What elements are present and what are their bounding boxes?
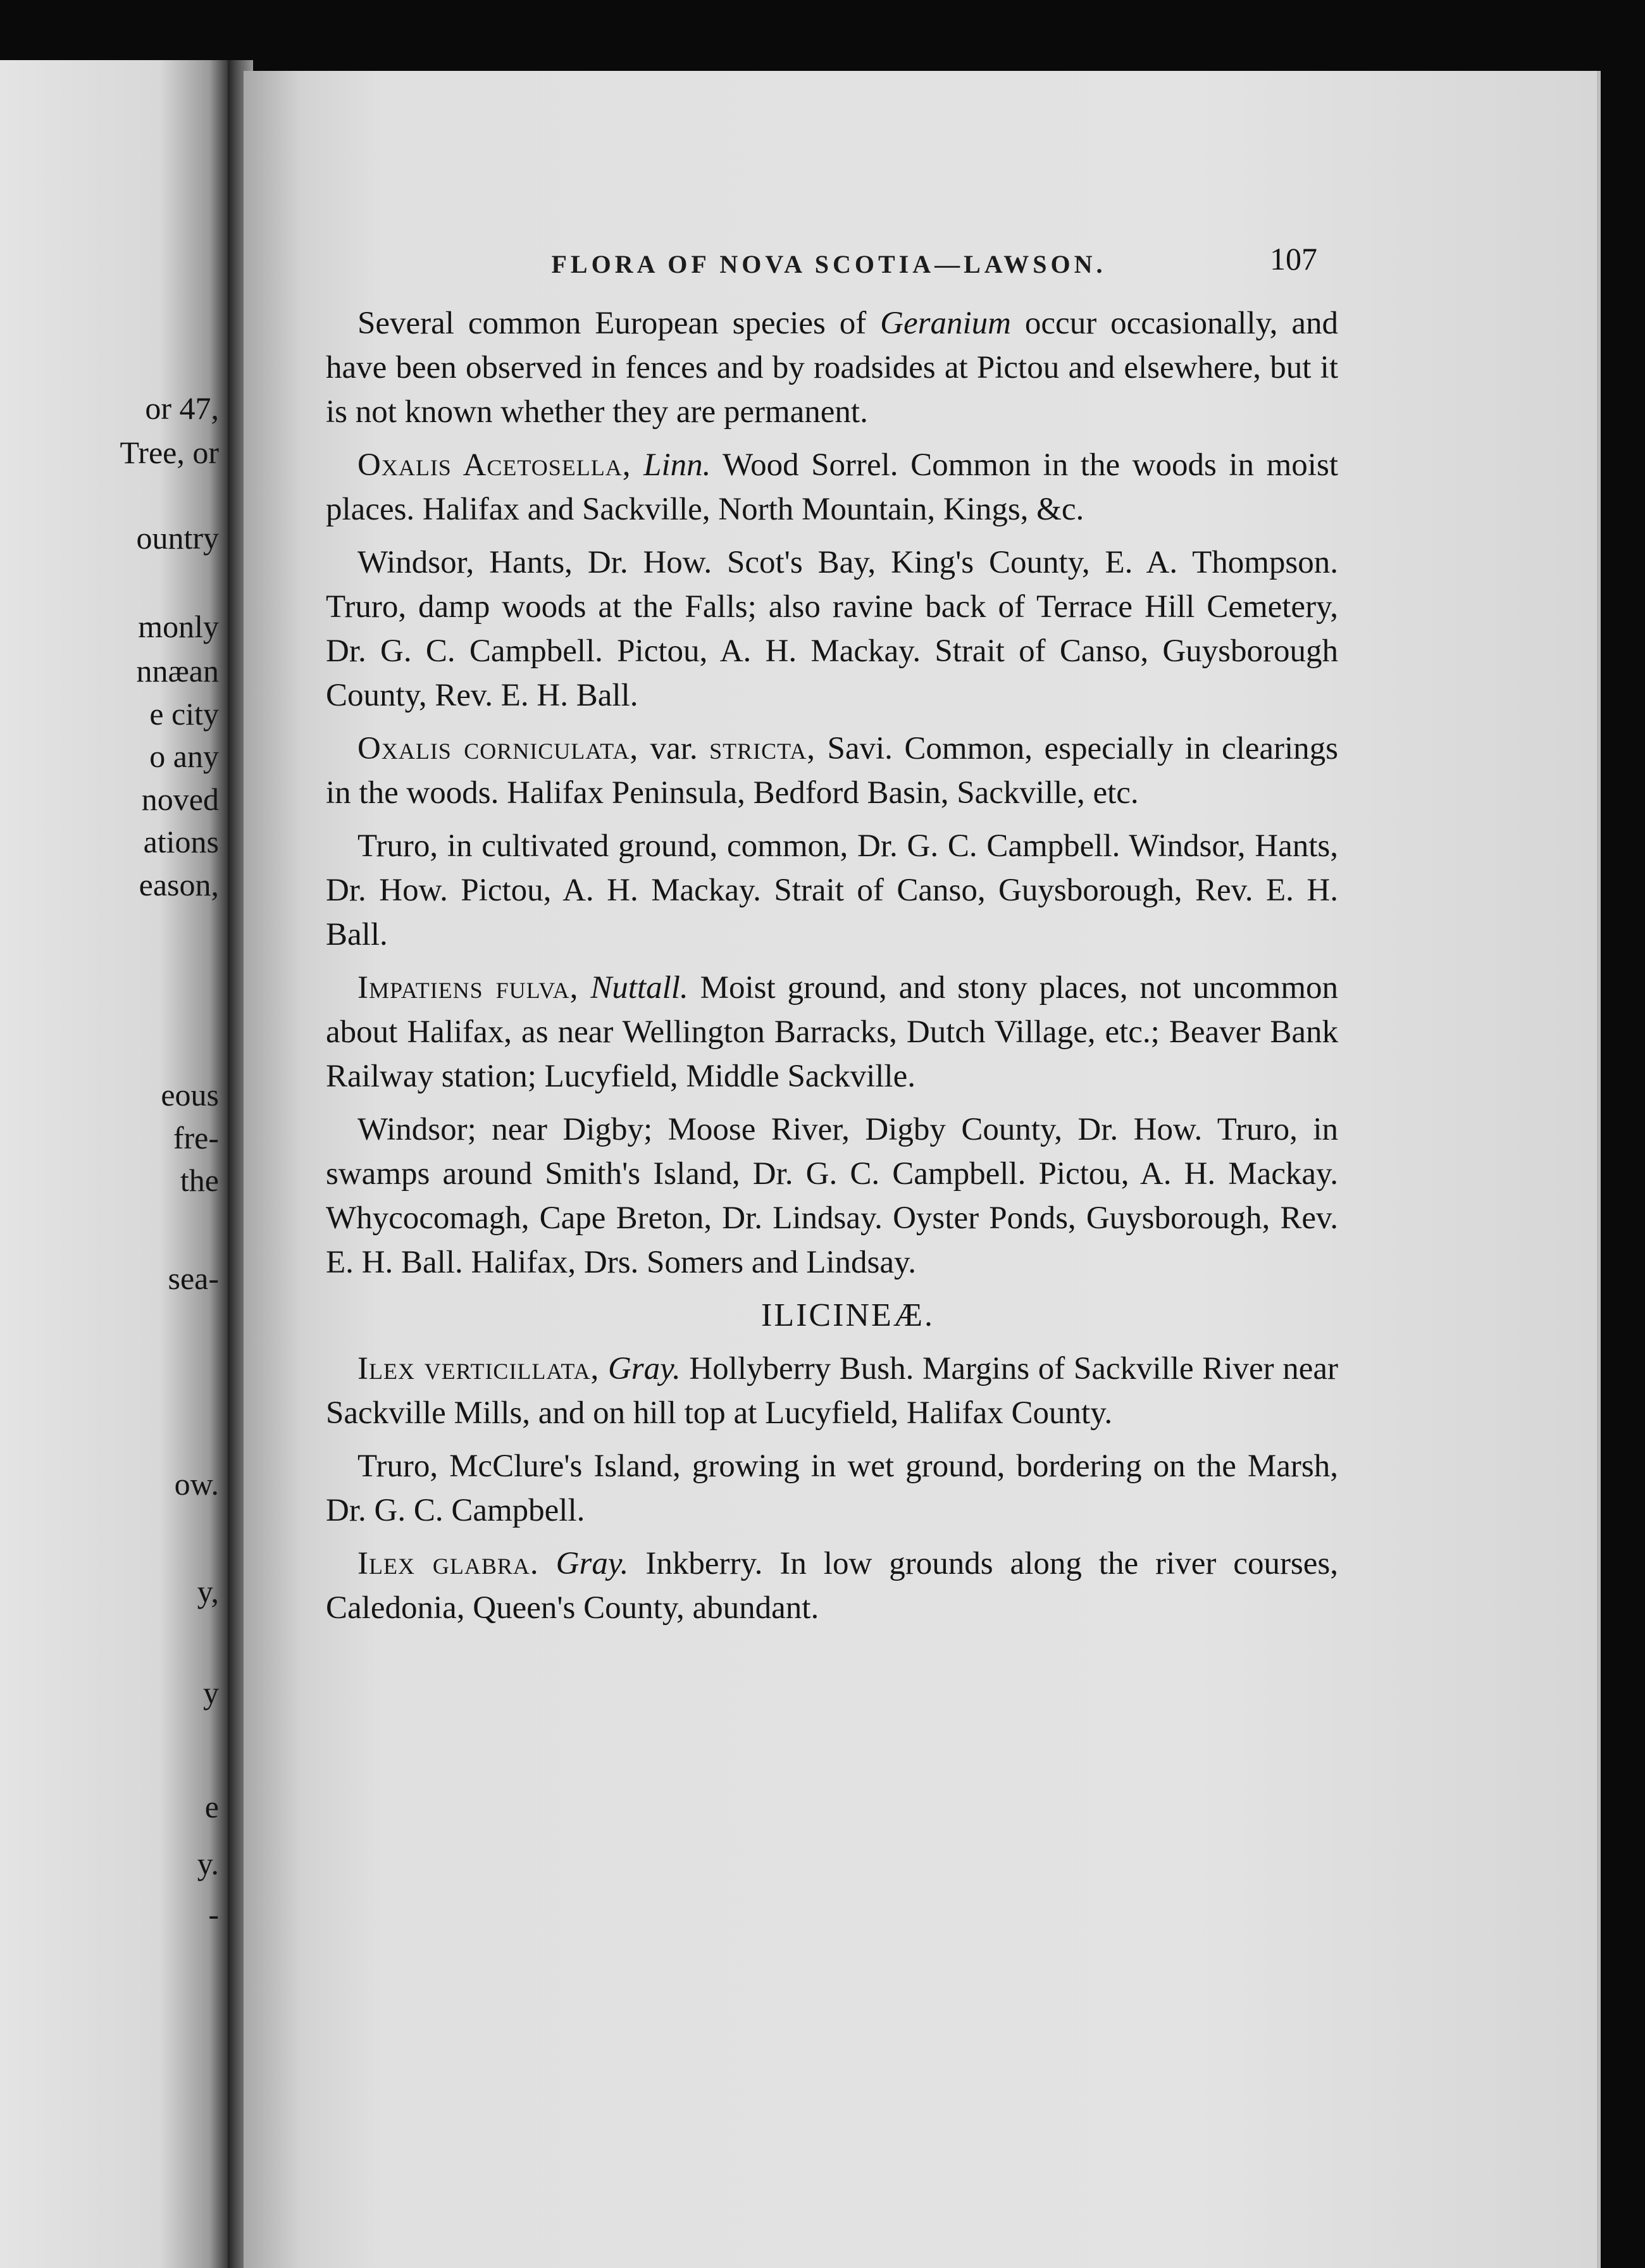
species-authority: Linn. xyxy=(643,447,711,483)
paragraph xyxy=(326,301,1338,434)
paragraph-text: Windsor, Hants, Dr. How. Scot's Bay, King's County, E. A. Thompson. Truro, damp woods at the Falls; also ravine back of Terrace Hill Cemetery, Dr. G. C. Campbell. Pictou, A. H. Mackay. Strait of Canso, Guysborough County, Rev. E. H. Ball. xyxy=(326,545,1338,713)
facing-page-fragment: sea- xyxy=(168,1261,219,1296)
running-head xyxy=(310,240,1348,285)
genus-name: Geranium xyxy=(880,306,1011,341)
species-entry xyxy=(326,1347,1338,1435)
facing-page-fragment: ations xyxy=(143,824,219,859)
facing-page-fragment: o any xyxy=(149,738,219,774)
facing-page-fragment: e xyxy=(204,1789,219,1824)
variety-label: var. xyxy=(650,731,698,766)
facing-page-fragment: e city xyxy=(149,696,219,732)
paragraph xyxy=(326,540,1338,718)
entry-text: Wood Sorrel. Common in the woods in moist places. Halifax and Sackville, North Mountain, Kings, &c. xyxy=(326,447,1338,527)
species-name: Ilex verticillata, xyxy=(357,1351,600,1386)
facing-page-fragment: noved xyxy=(141,782,219,817)
page-number: 107 xyxy=(1270,241,1317,277)
species-entry xyxy=(326,1542,1338,1630)
facing-page-fragment: y. xyxy=(197,1846,219,1881)
facing-page-fragment: nnæan xyxy=(136,653,219,688)
facing-page-fragment: y xyxy=(203,1675,219,1710)
facing-page-fragment: monly xyxy=(138,609,219,644)
paragraph xyxy=(326,824,1338,957)
paragraph-text: Truro, in cultivated ground, common, Dr. G. C. Campbell. Windsor, Hants, Dr. How. Pictou, A. H. Mackay. Strait of Canso, Guysborough, Rev. E. H. Ball. xyxy=(326,828,1338,952)
section-heading: ILICINEÆ. xyxy=(761,1297,934,1333)
facing-page-fragment: the xyxy=(180,1162,219,1198)
facing-page-edge xyxy=(0,60,228,2268)
paragraph-text: Several common European species of Geranium occur occasionally, and have been observed in fences and by roadsides at Pictou and elsewhere, but it is not known whether they are permanent. xyxy=(326,306,1338,430)
species-authority: Savi. xyxy=(827,731,893,766)
page-body xyxy=(326,304,1338,1639)
facing-page-fragment: - xyxy=(208,1897,219,1932)
facing-page-fragment: eason, xyxy=(139,867,219,902)
species-name: Impatiens fulva, xyxy=(357,970,579,1006)
facing-page-fragment: y, xyxy=(197,1574,219,1609)
facing-page-fragment: fre- xyxy=(173,1120,219,1156)
species-entry xyxy=(326,726,1338,815)
running-title: FLORA OF NOVA SCOTIA—LAWSON. xyxy=(551,250,1107,278)
species-authority: Gray. xyxy=(556,1546,629,1581)
species-name: Oxalis corniculata, xyxy=(357,731,639,766)
facing-page-fragment: ountry xyxy=(136,520,219,556)
paragraph xyxy=(326,1107,1338,1285)
species-entry xyxy=(326,443,1338,532)
variety-name: stricta, xyxy=(709,731,816,766)
species-authority: Nuttall. xyxy=(590,970,688,1006)
entry-text: Hollyberry Bush. Margins of Sackville River near Sackville Mills, and on hill top at Lucyfield, Halifax County. xyxy=(326,1351,1339,1431)
facing-page-fragment: eous xyxy=(161,1077,219,1112)
entry-text: Common, especially in clearings in the woods. Halifax Peninsula, Bedford Basin, Sackville, etc. xyxy=(326,731,1339,811)
species-name: Oxalis Acetosella, xyxy=(357,447,631,483)
facing-page-fragment: Tree, or xyxy=(120,435,219,470)
facing-page-fragment: ow. xyxy=(174,1466,219,1502)
paragraph-text: Truro, McClure's Island, growing in wet ground, bordering on the Marsh, Dr. G. C. Campbell. xyxy=(326,1449,1338,1528)
species-name: Ilex glabra. xyxy=(357,1546,539,1581)
paragraph xyxy=(326,1444,1338,1533)
entry-text: Moist ground, and stony places, not uncommon about Halifax, as near Wellington Barracks, Dutch Village, etc.; Beaver Bank Railway station; Lucyfield, Middle Sackville. xyxy=(326,970,1339,1094)
paragraph-text: Windsor; near Digby; Moose River, Digby County, Dr. How. Truro, in swamps around Smith's Island, Dr. G. C. Campbell. Pictou, A. H. Mackay. Whycocomagh, Cape Breton, Dr. Lindsay. Oyster Ponds, Guysborough, Rev. E. H. Ball. Halifax, Drs. Somers and Lindsay. xyxy=(326,1112,1338,1280)
species-entry xyxy=(326,966,1338,1099)
species-authority: Gray. xyxy=(607,1351,681,1386)
entry-text: Inkberry. In low grounds along the river courses, Caledonia, Queen's County, abundant. xyxy=(326,1546,1339,1626)
facing-page-fragment: or 47, xyxy=(145,390,219,426)
